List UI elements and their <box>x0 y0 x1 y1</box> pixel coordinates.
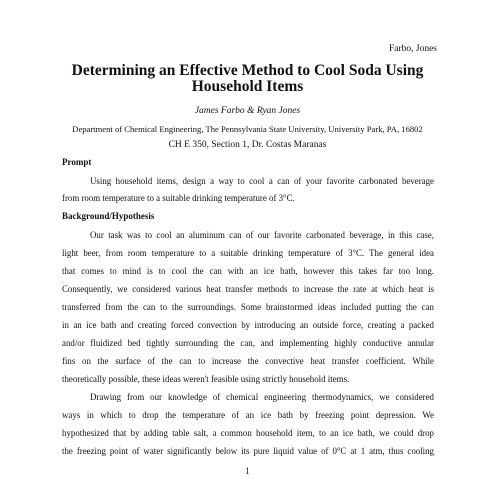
running-head: Farbo, Jones <box>388 44 437 54</box>
paragraph-line: the freezing point of water significantly below its pure liquid value of 0°C at 1 atm, thus cooling <box>62 446 434 456</box>
paragraph-line: Our task was to cool an aluminum can of our favorite carbonated beverage, in this case, <box>90 230 434 240</box>
page-number: 1 <box>245 466 250 476</box>
paragraph-line: that comes to mind is to cool the can with an ice bath, however this takes far too long. <box>62 266 434 276</box>
paper-title-line-1: Determining an Effective Method to Cool Soda Using <box>71 62 424 79</box>
author-names: James Farbo & Ryan Jones <box>194 106 301 116</box>
paragraph-line: fins on the surface of the can to increase the convective heat transfer coefficient. While <box>62 356 434 366</box>
paper-title <box>40 63 455 95</box>
affiliation: Department of Chemical Engineering, The Pennsylvania State University, University Park, PA, 16802 <box>72 124 423 134</box>
paragraph-line: transferred from the can to the surroundings. Some brainstormed ideas included putting the can <box>62 302 434 312</box>
course-info: CH E 350, Section 1, Dr. Costas Maranas <box>168 140 327 150</box>
prompt-line: from room temperature to a suitable drinking temperature of 3°C. <box>62 193 295 203</box>
paragraph-line: Drawing from our knowledge of chemical engineering thermodynamics, we considered <box>90 392 434 402</box>
paragraph-line: theoretically possible, these ideas weren't feasible using strictly household items. <box>62 374 350 384</box>
paragraph-line: light beer, from room temperature to a suitable drinking temperature of 3°C. The general idea <box>62 248 434 258</box>
paragraph-line: and/or fluidized bed tightly surrounding the can, and implementing highly conductive annular <box>62 338 434 348</box>
paper-title-line-2: Household Items <box>191 78 304 95</box>
paragraph-line: ways in which to drop the temperature of an ice bath by freezing point depression. We <box>62 410 434 420</box>
prompt-line: Using household items, design a way to cool a can of your favorite carbonated beverage <box>90 176 434 186</box>
paragraph-line: hypothesized that by adding table salt, a common household item, to an ice bath, we could drop <box>62 428 434 438</box>
paragraph-line: in an ice bath and creating forced convection by introducing an outside force, creating a packed <box>62 320 434 330</box>
paragraph-line: Consequently, we considered various heat transfer methods to increase the rate at which heat is <box>62 284 434 294</box>
section-heading-prompt: Prompt <box>62 157 92 167</box>
section-heading-background: Background/Hypothesis <box>62 211 155 221</box>
